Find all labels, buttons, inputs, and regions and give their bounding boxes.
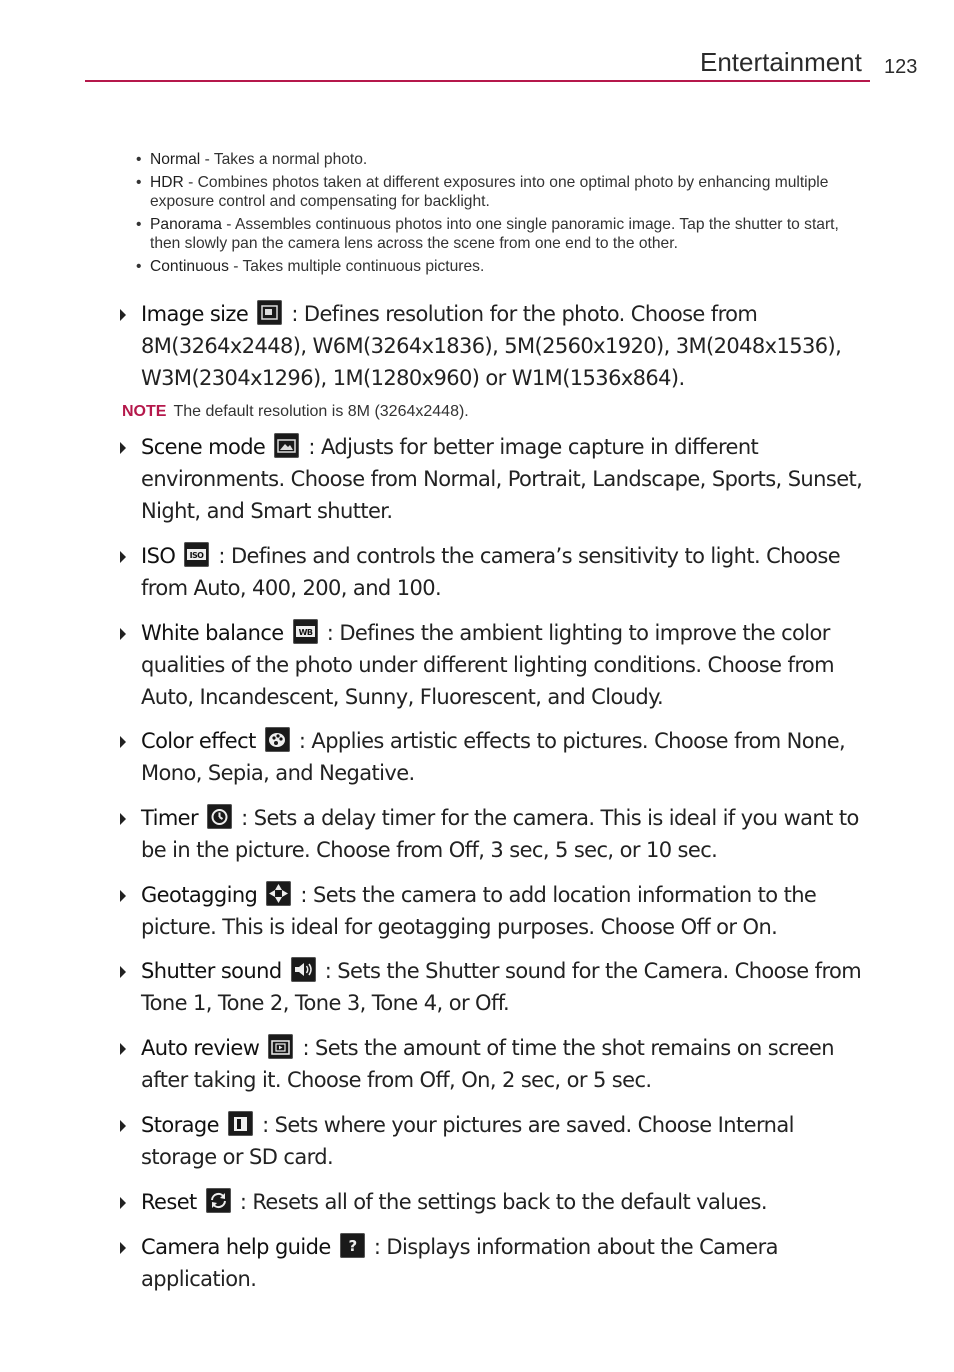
feature-desc: : Sets where your pictures are saved. Choose Internal storage or SD card. xyxy=(141,1113,794,1169)
shutter-sound-icon xyxy=(291,957,316,982)
feature-desc: : Applies artistic effects to pictures. Choose from None, Mono, Sepia, and Negative. xyxy=(141,729,846,785)
svg-text:WB: WB xyxy=(298,628,313,637)
mode-desc: - Takes a normal photo. xyxy=(200,151,368,168)
page-number: 123 xyxy=(884,56,918,78)
list-item xyxy=(132,173,867,212)
bullet-icon: • xyxy=(136,257,142,275)
feature-geotagging xyxy=(141,879,874,943)
iso-icon xyxy=(184,542,209,567)
feature-term: Scene mode xyxy=(141,435,266,459)
feature-reset xyxy=(141,1186,874,1218)
section-title: Entertainment xyxy=(700,47,862,77)
scene-mode-icon xyxy=(274,433,299,458)
feature-scene-mode xyxy=(141,431,874,527)
feature-desc: : Sets the amount of time the shot remains on screen after taking it. Choose from Off, On, 2 sec, or 5 sec. xyxy=(141,1036,834,1092)
feature-shutter-sound xyxy=(141,955,874,1019)
feature-term: Geotagging xyxy=(141,883,258,907)
bullet-arrow-icon xyxy=(120,1120,126,1132)
mode-term: HDR xyxy=(150,173,184,191)
mode-desc: - Takes multiple continuous pictures. xyxy=(228,257,485,275)
feature-desc: : Sets the Shutter sound for the Camera. Choose from Tone 1, Tone 2, Tone 3, Tone 4, or Off. xyxy=(141,959,862,1015)
header-divider xyxy=(85,80,870,82)
feature-term: Timer xyxy=(141,806,199,830)
bullet-arrow-icon xyxy=(120,966,126,978)
storage-icon xyxy=(228,1111,253,1136)
color-effect-icon xyxy=(265,727,290,752)
mode-desc: - Assembles continuous photos into one single panoramic image. Tap the shutter to start, then slowly pan the camera lens across the scene from one end to the other. xyxy=(150,215,839,252)
bullet-arrow-icon xyxy=(120,1043,126,1055)
feature-term: Reset xyxy=(141,1190,197,1214)
feature-desc: : Defines resolution for the photo. Choose from 8M(3264x2448), W6M(3264x1836), 5M(2560x1920), 3M(2048x1536), W3M(2304x1296), 1M(1280x960) or W1M(1536x864). xyxy=(141,302,842,390)
bullet-arrow-icon xyxy=(120,1197,126,1209)
feature-iso xyxy=(141,540,874,604)
mode-term: Normal xyxy=(150,151,201,168)
white-balance-icon xyxy=(293,619,318,644)
bullet-icon: • xyxy=(136,151,142,168)
feature-image-size xyxy=(141,298,874,394)
feature-term: Image size xyxy=(141,302,249,326)
feature-color-effect xyxy=(141,725,874,789)
image-size-icon xyxy=(257,300,282,325)
feature-white-balance xyxy=(141,617,874,713)
geotagging-icon xyxy=(266,881,291,906)
mode-desc: - Combines photos taken at different exposures into one optimal photo by enhancing multiple exposure control and compensating for backlight. xyxy=(150,173,829,210)
shot-mode-list xyxy=(132,150,867,279)
list-item xyxy=(132,257,867,277)
feature-term: Color effect xyxy=(141,729,256,753)
feature-timer xyxy=(141,802,874,866)
bullet-arrow-icon xyxy=(120,890,126,902)
feature-desc: : Defines and controls the camera’s sensitivity to light. Choose from Auto, 400, 200, and 100. xyxy=(141,544,841,600)
feature-term: White balance xyxy=(141,621,284,645)
feature-camera-help-guide xyxy=(141,1231,874,1295)
auto-review-icon xyxy=(268,1034,293,1059)
bullet-arrow-icon xyxy=(120,551,126,563)
note-label: NOTE xyxy=(122,403,167,420)
list-item xyxy=(132,150,867,170)
svg-text:ISO: ISO xyxy=(189,551,204,560)
list-item xyxy=(132,215,867,254)
feature-term: Camera help guide xyxy=(141,1235,331,1259)
bullet-arrow-icon xyxy=(120,813,126,825)
feature-term: ISO xyxy=(141,544,176,568)
feature-auto-review xyxy=(141,1032,874,1096)
bullet-icon: • xyxy=(136,215,142,233)
bullet-arrow-icon xyxy=(120,309,126,321)
bullet-arrow-icon xyxy=(120,1242,126,1254)
bullet-icon: • xyxy=(136,173,142,191)
feature-desc: : Resets all of the settings back to the default values. xyxy=(233,1190,767,1214)
mode-term: Panorama xyxy=(150,215,222,233)
feature-desc: : Sets a delay timer for the camera. This is ideal if you want to be in the picture. Choose from Off, 3 sec, 5 sec, or 10 sec. xyxy=(141,806,859,862)
feature-desc: : Displays information about the Camera application. xyxy=(141,1235,778,1291)
feature-term: Shutter sound xyxy=(141,959,282,983)
feature-storage xyxy=(141,1109,874,1173)
note-box xyxy=(122,402,469,422)
feature-term: Storage xyxy=(141,1113,219,1137)
note-text-end: . xyxy=(464,403,469,420)
bullet-arrow-icon xyxy=(120,736,126,748)
feature-desc: : Sets the camera to add location information to the picture. This is ideal for geotagging purposes. Choose Off or On. xyxy=(141,883,817,939)
bullet-arrow-icon xyxy=(120,628,126,640)
bullet-arrow-icon xyxy=(120,442,126,454)
feature-desc: : Adjusts for better image capture in different environments. Choose from Normal, Portrait, Landscape, Sports, Sunset, Night, and Smart shutter. xyxy=(141,435,863,523)
svg-text:?: ? xyxy=(348,1237,357,1255)
timer-icon xyxy=(207,804,232,829)
feature-term: Auto review xyxy=(141,1036,260,1060)
help-icon xyxy=(340,1233,365,1258)
reset-icon xyxy=(206,1188,231,1213)
note-value: 8M (3264x2448) xyxy=(347,403,465,420)
note-text: The default resolution is xyxy=(173,403,348,420)
feature-desc: : Defines the ambient lighting to improve the color qualities of the photo under different lighting conditions. Choose from Auto, Incandescent, Sunny, Fluorescent, and Cloudy. xyxy=(141,621,834,709)
mode-term: Continuous xyxy=(150,257,229,275)
